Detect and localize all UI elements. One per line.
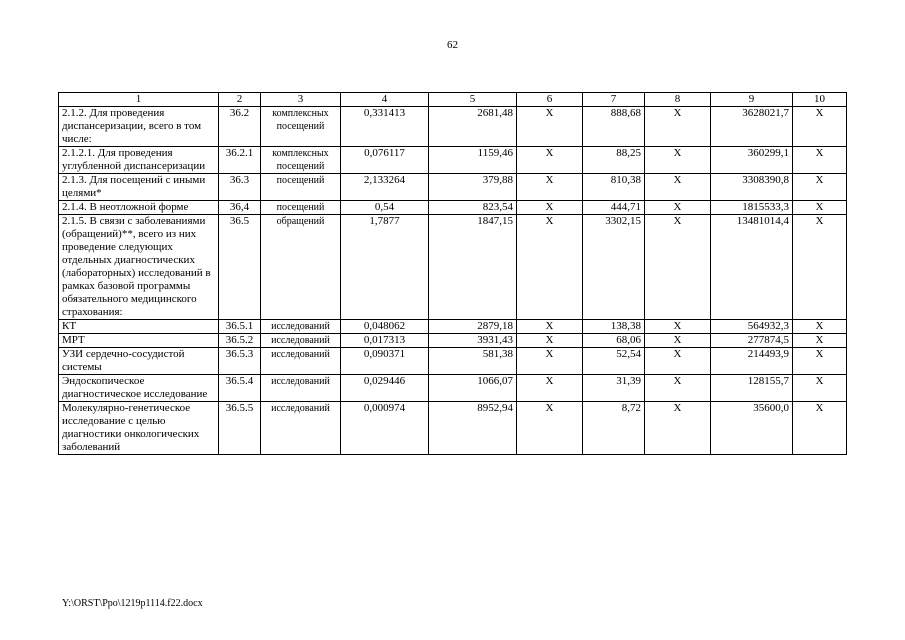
- row-x-cell: Х: [645, 320, 711, 334]
- table-row: [59, 201, 847, 215]
- row-x-cell: Х: [793, 320, 847, 334]
- row-x-cell: Х: [517, 375, 583, 402]
- row-x-cell: Х: [517, 402, 583, 455]
- row-norm-cell: 0,048062: [341, 320, 429, 334]
- row-cost-cell: 3931,43: [429, 334, 517, 348]
- row-total-cell: 35600,0: [711, 402, 793, 455]
- table-row: [59, 320, 847, 334]
- row-code-cell: 36.5.3: [219, 348, 261, 375]
- page-number: 62: [447, 39, 458, 51]
- row-x-cell: Х: [517, 147, 583, 174]
- row-x-cell: Х: [645, 334, 711, 348]
- row-code-cell: 36,4: [219, 201, 261, 215]
- row-x-cell: Х: [645, 348, 711, 375]
- row-amount-cell: 52,54: [583, 348, 645, 375]
- row-norm-cell: 1,7877: [341, 215, 429, 320]
- col-header: 3: [261, 93, 341, 107]
- row-unit-cell: исследований: [261, 334, 341, 348]
- row-unit-cell: исследований: [261, 375, 341, 402]
- row-amount-cell: 444,71: [583, 201, 645, 215]
- row-x-cell: Х: [645, 215, 711, 320]
- row-x-cell: Х: [793, 215, 847, 320]
- row-amount-cell: 31,39: [583, 375, 645, 402]
- row-amount-cell: 3302,15: [583, 215, 645, 320]
- data-table: [58, 92, 847, 455]
- row-x-cell: Х: [517, 334, 583, 348]
- row-x-cell: Х: [645, 375, 711, 402]
- row-code-cell: 36.5.2: [219, 334, 261, 348]
- row-x-cell: Х: [645, 107, 711, 147]
- row-total-cell: 3628021,7: [711, 107, 793, 147]
- table-row: [59, 402, 847, 455]
- row-code-cell: 36.5.5: [219, 402, 261, 455]
- row-unit-cell: исследований: [261, 402, 341, 455]
- row-x-cell: Х: [793, 402, 847, 455]
- row-x-cell: Х: [793, 147, 847, 174]
- row-code-cell: 36.3: [219, 174, 261, 201]
- row-total-cell: 277874,5: [711, 334, 793, 348]
- row-code-cell: 36.2.1: [219, 147, 261, 174]
- row-total-cell: 214493,9: [711, 348, 793, 375]
- row-x-cell: Х: [793, 348, 847, 375]
- row-amount-cell: 810,38: [583, 174, 645, 201]
- row-code-cell: 36.5.1: [219, 320, 261, 334]
- row-unit-cell: исследований: [261, 348, 341, 375]
- row-norm-cell: 0,017313: [341, 334, 429, 348]
- row-cost-cell: 1159,46: [429, 147, 517, 174]
- table-row: [59, 174, 847, 201]
- table-row: [59, 375, 847, 402]
- col-header: 5: [429, 93, 517, 107]
- table-row: [59, 348, 847, 375]
- row-unit-cell: исследований: [261, 320, 341, 334]
- table-row: [59, 107, 847, 147]
- col-header: 8: [645, 93, 711, 107]
- row-name-cell: УЗИ сердечно-сосудистой системы: [59, 348, 219, 375]
- row-name-cell: 2.1.2. Для проведения диспансеризации, всего в том числе:: [59, 107, 219, 147]
- row-name-cell: Молекулярно-генетическое исследование с целью диагностики онкологических заболеваний: [59, 402, 219, 455]
- row-name-cell: Эндоскопическое диагностическое исследование: [59, 375, 219, 402]
- row-code-cell: 36.2: [219, 107, 261, 147]
- row-x-cell: Х: [517, 320, 583, 334]
- table-row: [59, 147, 847, 174]
- col-header: 9: [711, 93, 793, 107]
- row-x-cell: Х: [645, 147, 711, 174]
- col-header: 2: [219, 93, 261, 107]
- row-unit-cell: обращений: [261, 215, 341, 320]
- row-name-cell: 2.1.3. Для посещений с иными целями*: [59, 174, 219, 201]
- table-row: [59, 334, 847, 348]
- row-name-cell: МРТ: [59, 334, 219, 348]
- row-name-cell: 2.1.4. В неотложной форме: [59, 201, 219, 215]
- row-cost-cell: 1066,07: [429, 375, 517, 402]
- row-x-cell: Х: [517, 348, 583, 375]
- row-norm-cell: 2,133264: [341, 174, 429, 201]
- row-unit-cell: комплексных посещений: [261, 147, 341, 174]
- row-unit-cell: комплексных посещений: [261, 107, 341, 147]
- row-amount-cell: 88,25: [583, 147, 645, 174]
- row-cost-cell: 2681,48: [429, 107, 517, 147]
- row-total-cell: 564932,3: [711, 320, 793, 334]
- table-row: [59, 215, 847, 320]
- row-norm-cell: 0,54: [341, 201, 429, 215]
- row-name-cell: 2.1.2.1. Для проведения углубленной диспансеризации: [59, 147, 219, 174]
- row-total-cell: 13481014,4: [711, 215, 793, 320]
- row-code-cell: 36.5.4: [219, 375, 261, 402]
- row-unit-cell: посещений: [261, 174, 341, 201]
- col-header: 10: [793, 93, 847, 107]
- row-x-cell: Х: [645, 402, 711, 455]
- row-x-cell: Х: [517, 174, 583, 201]
- row-amount-cell: 8,72: [583, 402, 645, 455]
- row-x-cell: Х: [793, 201, 847, 215]
- row-norm-cell: 0,029446: [341, 375, 429, 402]
- row-norm-cell: 0,076117: [341, 147, 429, 174]
- col-header: 7: [583, 93, 645, 107]
- row-total-cell: 360299,1: [711, 147, 793, 174]
- row-x-cell: Х: [793, 174, 847, 201]
- row-unit-cell: посещений: [261, 201, 341, 215]
- row-cost-cell: 379,88: [429, 174, 517, 201]
- col-header: 1: [59, 93, 219, 107]
- row-cost-cell: 8952,94: [429, 402, 517, 455]
- row-norm-cell: 0,090371: [341, 348, 429, 375]
- row-x-cell: Х: [793, 107, 847, 147]
- row-total-cell: 1815533,3: [711, 201, 793, 215]
- row-cost-cell: 1847,15: [429, 215, 517, 320]
- row-x-cell: Х: [793, 375, 847, 402]
- table-header-row: [59, 93, 847, 107]
- row-x-cell: Х: [793, 334, 847, 348]
- row-cost-cell: 581,38: [429, 348, 517, 375]
- row-x-cell: Х: [645, 174, 711, 201]
- row-x-cell: Х: [645, 201, 711, 215]
- row-total-cell: 3308390,8: [711, 174, 793, 201]
- row-total-cell: 128155,7: [711, 375, 793, 402]
- row-code-cell: 36.5: [219, 215, 261, 320]
- footer-file-path: Y:\ORST\Ppo\1219p1114.f22.docx: [62, 598, 203, 609]
- col-header: 6: [517, 93, 583, 107]
- row-norm-cell: 0,331413: [341, 107, 429, 147]
- row-x-cell: Х: [517, 107, 583, 147]
- row-norm-cell: 0,000974: [341, 402, 429, 455]
- row-cost-cell: 823,54: [429, 201, 517, 215]
- row-x-cell: Х: [517, 201, 583, 215]
- row-amount-cell: 138,38: [583, 320, 645, 334]
- row-cost-cell: 2879,18: [429, 320, 517, 334]
- row-x-cell: Х: [517, 215, 583, 320]
- col-header: 4: [341, 93, 429, 107]
- row-name-cell: 2.1.5. В связи с заболеваниями (обращений)**, всего из них проведение следующих отдельных диагностических (лабораторных) исследований в рамках базовой программы обязательного медицинского страхования:: [59, 215, 219, 320]
- row-amount-cell: 888,68: [583, 107, 645, 147]
- row-name-cell: КТ: [59, 320, 219, 334]
- row-amount-cell: 68,06: [583, 334, 645, 348]
